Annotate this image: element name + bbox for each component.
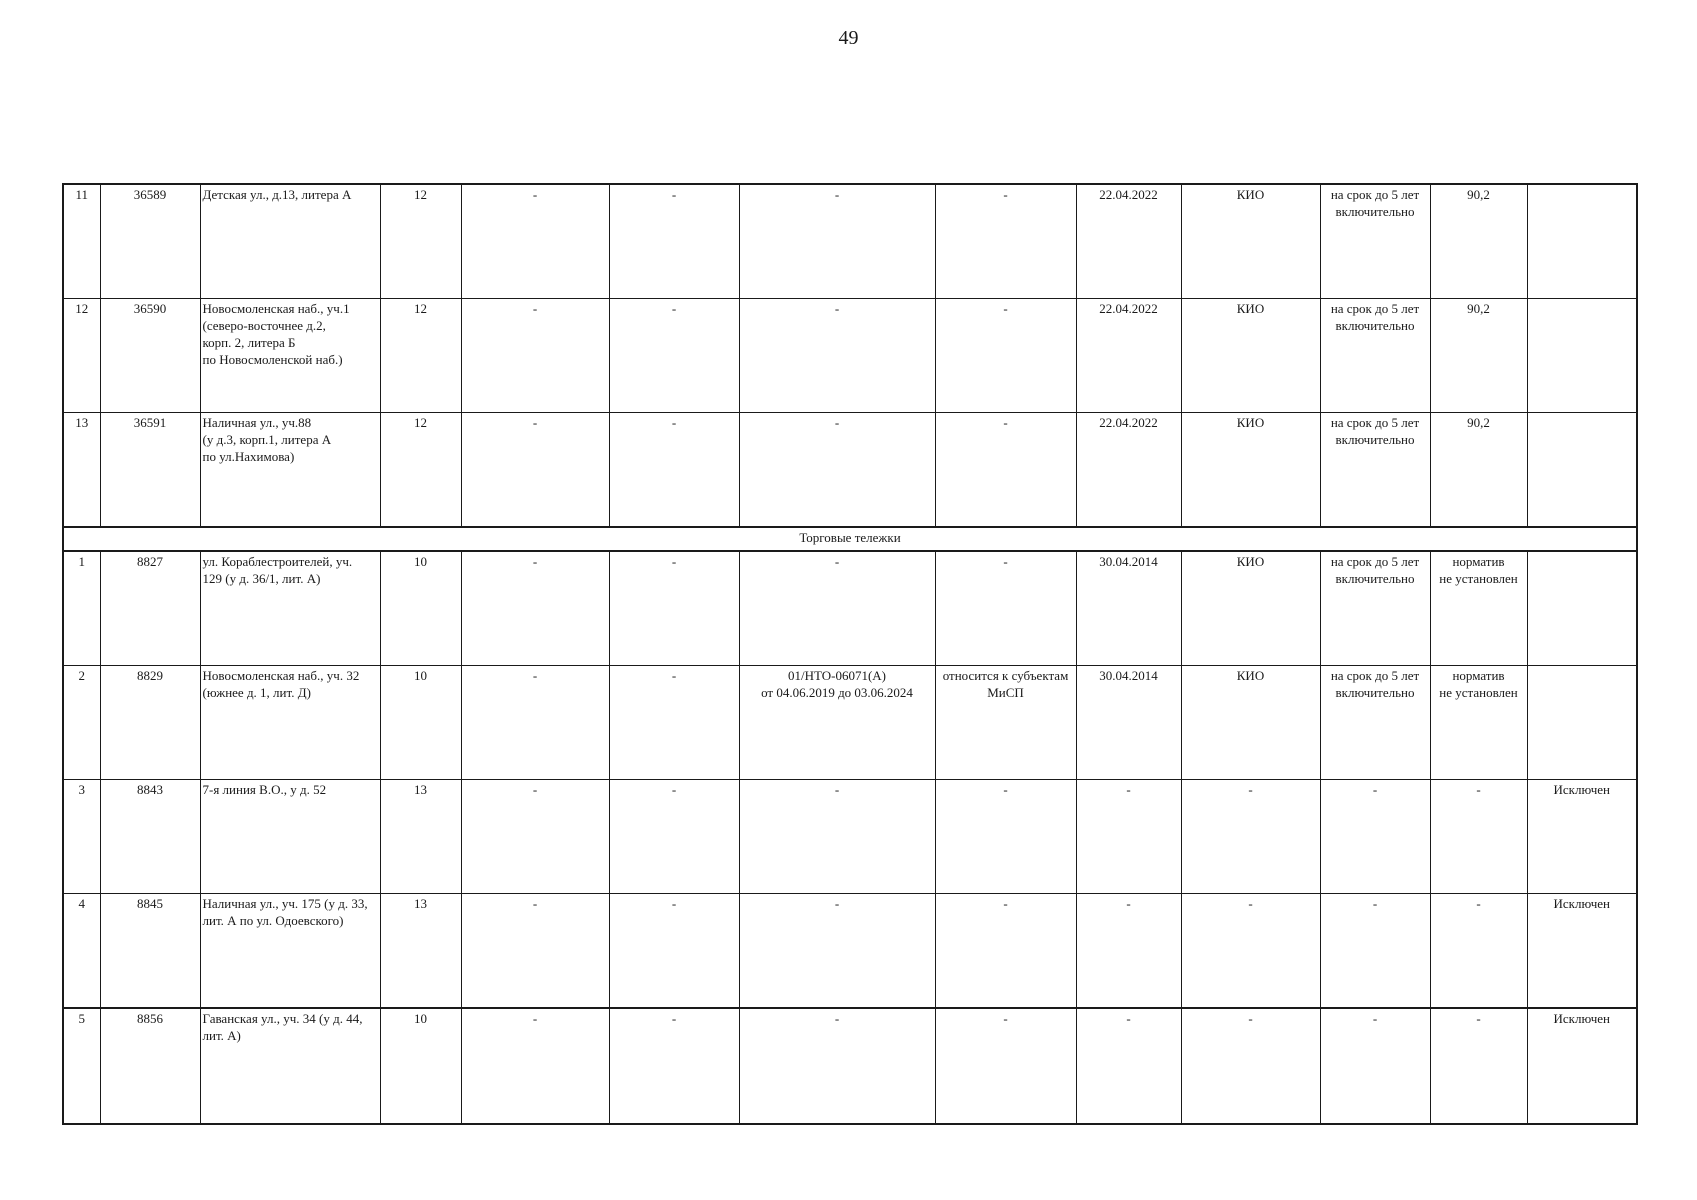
cell-note: Исключен [1527, 894, 1637, 1009]
cell-col4: 12 [380, 413, 461, 528]
cell-code: 8843 [100, 780, 200, 894]
cell-term: на срок до 5 лет включительно [1320, 551, 1430, 666]
cell-number: 5 [63, 1008, 100, 1124]
cell-organization: КИО [1181, 184, 1320, 299]
cell-note: Исключен [1527, 1008, 1637, 1124]
cell-code: 8827 [100, 551, 200, 666]
cell-subject: - [935, 299, 1076, 413]
cell-code: 8856 [100, 1008, 200, 1124]
cell-col6: - [609, 1008, 739, 1124]
cell-col4: 12 [380, 299, 461, 413]
cell-organization: - [1181, 1008, 1320, 1124]
cell-date: - [1076, 894, 1181, 1009]
table-body-top [63, 184, 1637, 527]
cell-norm: - [1430, 1008, 1527, 1124]
cell-note [1527, 299, 1637, 413]
cell-col6: - [609, 666, 739, 780]
cell-col4: 13 [380, 894, 461, 1009]
table-row [63, 666, 1637, 780]
cell-address: Наличная ул., уч. 175 (у д. 33, лит. А по ул. Одоевского) [200, 894, 380, 1009]
cell-col5: - [461, 666, 609, 780]
cell-col5: - [461, 299, 609, 413]
cell-col5: - [461, 551, 609, 666]
table-row [63, 780, 1637, 894]
cell-code: 36590 [100, 299, 200, 413]
cell-col5: - [461, 1008, 609, 1124]
table-row [63, 184, 1637, 299]
cell-col4: 10 [380, 666, 461, 780]
cell-subject: - [935, 1008, 1076, 1124]
registry-table [62, 183, 1638, 1125]
cell-norm: норматив не установлен [1430, 551, 1527, 666]
cell-date: - [1076, 1008, 1181, 1124]
cell-col4: 13 [380, 780, 461, 894]
cell-term: - [1320, 894, 1430, 1009]
table-row [63, 299, 1637, 413]
section-title: Торговые тележки [63, 527, 1637, 551]
table-row [63, 1008, 1637, 1124]
cell-contract: - [739, 551, 935, 666]
cell-address: Наличная ул., уч.88 (у д.3, корп.1, литера А по ул.Нахимова) [200, 413, 380, 528]
cell-norm: 90,2 [1430, 299, 1527, 413]
cell-number: 4 [63, 894, 100, 1009]
cell-contract: - [739, 184, 935, 299]
cell-contract: - [739, 413, 935, 528]
cell-contract: - [739, 1008, 935, 1124]
cell-norm: - [1430, 780, 1527, 894]
page-number: 49 [838, 27, 859, 49]
table-row [63, 413, 1637, 528]
cell-norm: 90,2 [1430, 184, 1527, 299]
cell-term: на срок до 5 лет включительно [1320, 666, 1430, 780]
cell-term: - [1320, 1008, 1430, 1124]
cell-number: 13 [63, 413, 100, 528]
cell-col5: - [461, 780, 609, 894]
cell-organization: - [1181, 780, 1320, 894]
cell-norm: норматив не установлен [1430, 666, 1527, 780]
cell-date: - [1076, 780, 1181, 894]
cell-col6: - [609, 413, 739, 528]
cell-subject: - [935, 894, 1076, 1009]
cell-col4: 10 [380, 1008, 461, 1124]
cell-subject: - [935, 413, 1076, 528]
cell-norm: 90,2 [1430, 413, 1527, 528]
cell-address: Детская ул., д.13, литера А [200, 184, 380, 299]
cell-address: Новосмоленская наб., уч.1 (северо-восточнее д.2, корп. 2, литера Б по Новосмоленской наб.) [200, 299, 380, 413]
cell-col6: - [609, 184, 739, 299]
cell-organization: КИО [1181, 413, 1320, 528]
cell-col6: - [609, 551, 739, 666]
cell-note [1527, 413, 1637, 528]
cell-col6: - [609, 299, 739, 413]
cell-address: Гаванская ул., уч. 34 (у д. 44, лит. А) [200, 1008, 380, 1124]
cell-term: на срок до 5 лет включительно [1320, 413, 1430, 528]
cell-number: 11 [63, 184, 100, 299]
cell-code: 36589 [100, 184, 200, 299]
cell-number: 12 [63, 299, 100, 413]
section-header [63, 527, 1637, 551]
cell-contract: - [739, 780, 935, 894]
cell-number: 1 [63, 551, 100, 666]
cell-code: 8829 [100, 666, 200, 780]
cell-norm: - [1430, 894, 1527, 1009]
table-body-bottom [63, 551, 1637, 1124]
cell-col6: - [609, 894, 739, 1009]
cell-term: на срок до 5 лет включительно [1320, 184, 1430, 299]
cell-note: Исключен [1527, 780, 1637, 894]
cell-col5: - [461, 894, 609, 1009]
cell-contract: 01/НТО-06071(А) от 04.06.2019 до 03.06.2024 [739, 666, 935, 780]
cell-term: - [1320, 780, 1430, 894]
cell-col5: - [461, 184, 609, 299]
cell-col5: - [461, 413, 609, 528]
cell-col6: - [609, 780, 739, 894]
cell-address: ул. Кораблестроителей, уч. 129 (у д. 36/1, лит. А) [200, 551, 380, 666]
cell-subject: - [935, 551, 1076, 666]
cell-date: 22.04.2022 [1076, 299, 1181, 413]
cell-note [1527, 666, 1637, 780]
cell-contract: - [739, 894, 935, 1009]
cell-organization: КИО [1181, 299, 1320, 413]
cell-subject: относится к субъектам МиСП [935, 666, 1076, 780]
cell-date: 22.04.2022 [1076, 413, 1181, 528]
cell-col4: 12 [380, 184, 461, 299]
cell-code: 8845 [100, 894, 200, 1009]
cell-date: 22.04.2022 [1076, 184, 1181, 299]
table-row [63, 894, 1637, 1009]
cell-contract: - [739, 299, 935, 413]
cell-organization: КИО [1181, 551, 1320, 666]
cell-note [1527, 551, 1637, 666]
cell-number: 3 [63, 780, 100, 894]
cell-subject: - [935, 184, 1076, 299]
cell-number: 2 [63, 666, 100, 780]
cell-date: 30.04.2014 [1076, 551, 1181, 666]
cell-address: 7-я линия В.О., у д. 52 [200, 780, 380, 894]
cell-date: 30.04.2014 [1076, 666, 1181, 780]
cell-code: 36591 [100, 413, 200, 528]
cell-address: Новосмоленская наб., уч. 32 (южнее д. 1, лит. Д) [200, 666, 380, 780]
cell-organization: - [1181, 894, 1320, 1009]
cell-note [1527, 184, 1637, 299]
table-row [63, 551, 1637, 666]
cell-organization: КИО [1181, 666, 1320, 780]
cell-col4: 10 [380, 551, 461, 666]
cell-term: на срок до 5 лет включительно [1320, 299, 1430, 413]
cell-subject: - [935, 780, 1076, 894]
